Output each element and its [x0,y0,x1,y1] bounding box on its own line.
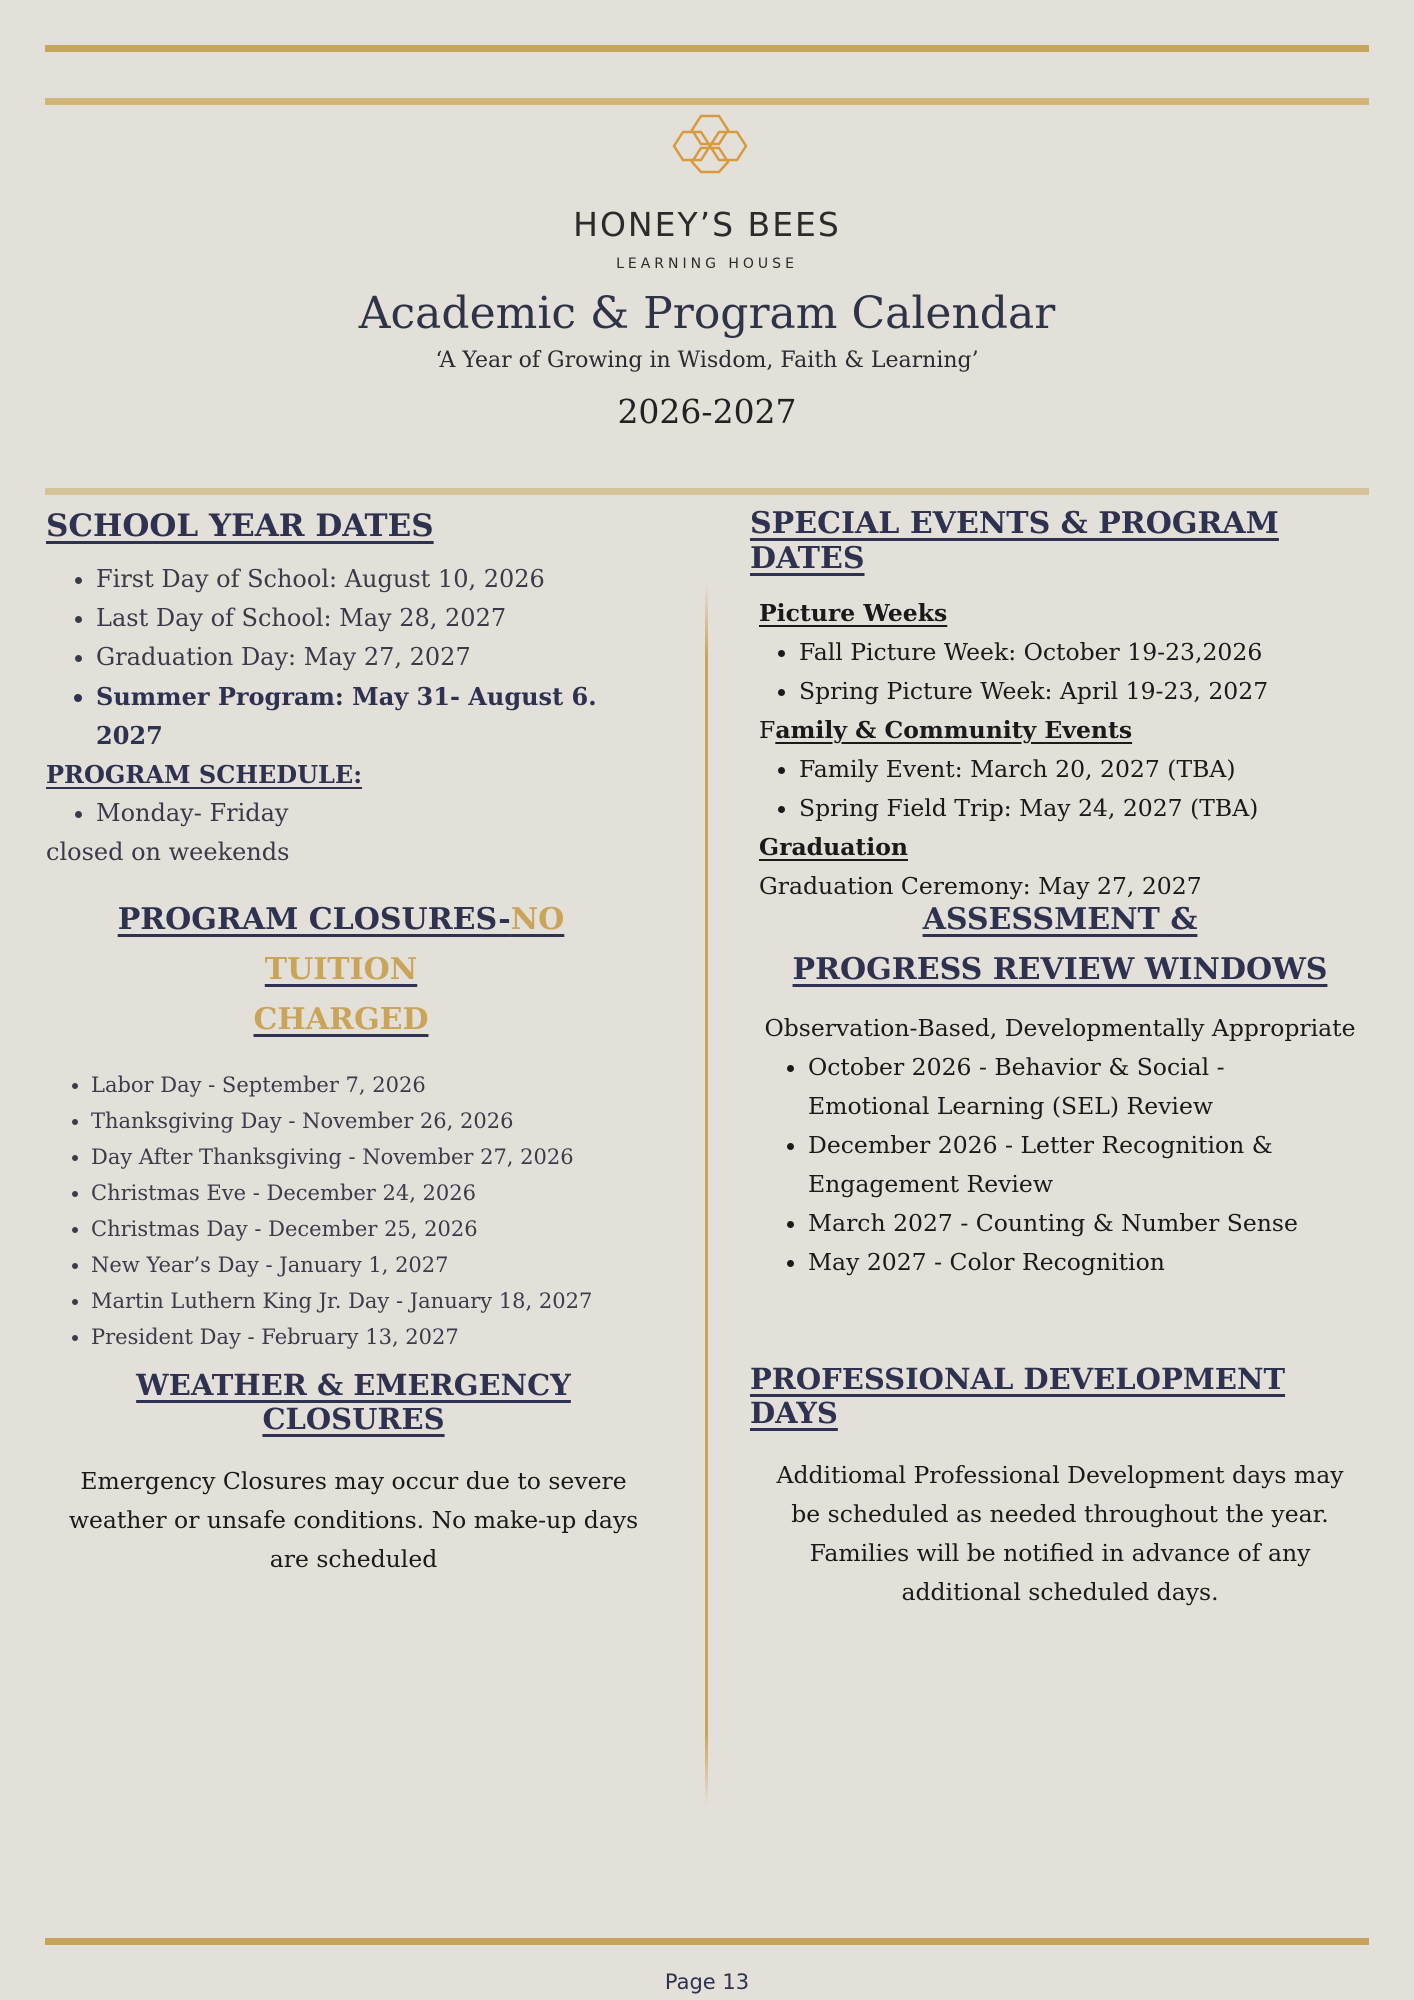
special-events-heading: SPECIAL EVENTS & PROGRAM DATES [750,506,1279,576]
family-events-list [759,750,1370,828]
picture-weeks-heading: Picture Weeks [759,599,948,627]
weather-section [46,1368,661,1579]
list-item: • Family Event: March 20, 2027 (TBA) [799,750,1370,789]
list-item: • Monday- Friday [96,794,666,833]
family-events-heading [759,711,1370,750]
column-divider [705,585,708,1805]
list-item: • December 2026 - Letter Recognition & Engagement Review [808,1126,1350,1204]
special-events-body [750,594,1370,906]
school-year-heading: SCHOOL YEAR DATES [46,508,434,544]
honeycomb-icon [670,112,750,176]
list-item: • Christmas Day - December 25, 2026 [91,1211,636,1247]
list-item: • Christmas Eve - December 24, 2026 [91,1175,636,1211]
assessment-heading-line2: PROGRESS REVIEW WINDOWS [792,952,1328,987]
no-tuition-label: NO TUITION [264,902,565,987]
graduation-heading: Graduation [759,833,908,861]
special-events-section [750,506,1370,906]
list-item: • May 2027 - Color Recognition [808,1243,1350,1282]
list-item: • Last Day of School: May 28, 2027 [96,599,666,638]
list-item: • Spring Field Trip: May 24, 2027 (TBA) [799,789,1370,828]
brand-name: HONEY’S BEES [573,205,841,244]
page-number: Page 13 [664,1970,750,1994]
brand-subtitle: LEARNING HOUSE [616,256,798,272]
closures-heading-part: PROGRAM CLOSURES- [117,902,511,937]
assessment-list [750,1048,1370,1282]
schedule-note: closed on weekends [46,838,290,866]
school-year-section [46,508,666,872]
top-rule-secondary [45,98,1369,105]
program-schedule-list [46,794,666,833]
assessment-subtitle: Observation-Based, Developmentally Appropriate [764,1014,1356,1042]
family-heading-initial: F [759,716,776,744]
section-divider [45,488,1369,495]
top-rule [45,45,1369,52]
closures-list [46,1067,636,1355]
school-year: 2026-2027 [617,392,797,431]
list-item: • Thanksgiving Day - November 26, 2026 [91,1103,636,1139]
weather-heading: WEATHER & EMERGENCY CLOSURES [136,1368,571,1436]
professional-development-text: Additiomal Professional Development days may be scheduled as needed throughout the year. Families will be notified in advance of any additional scheduled days. [776,1461,1344,1606]
professional-development-heading: PROFESSIONAL DEVELOPMENT DAYS [750,1362,1286,1430]
charged-label: CHARGED [253,1002,429,1037]
program-schedule-heading: PROGRAM SCHEDULE: [46,760,363,789]
list-item: • Martin Luthern King Jr. Day - January 18, 2027 [91,1283,636,1319]
tagline: ‘A Year of Growing in Wisdom, Faith & Learning’ [435,348,979,373]
list-item: • Summer Program: May 31- August 6. 2027 [96,677,666,755]
bottom-rule [45,1938,1369,1945]
page-title: Academic & Program Calendar [358,288,1056,339]
list-item: • Day After Thanksgiving - November 27, 2026 [91,1139,636,1175]
list-item: • New Year’s Day - January 1, 2027 [91,1247,636,1283]
list-item: • Labor Day - September 7, 2026 [91,1067,636,1103]
family-heading-rest: amily & Community Events [775,716,1133,744]
assessment-section [750,895,1370,1282]
picture-weeks-list [759,633,1370,711]
graduation-text: Graduation Ceremony: May 27, 2027 [759,872,1202,900]
closures-heading [46,895,636,1045]
weather-text: Emergency Closures may occur due to severe weather or unsafe conditions. No make-up days are scheduled [68,1467,639,1573]
list-item: • First Day of School: August 10, 2026 [96,560,666,599]
list-item: • Graduation Day: May 27, 2027 [96,638,666,677]
list-item: • October 2026 - Behavior & Social - Emotional Learning (SEL) Review [808,1048,1350,1126]
closures-section [46,895,636,1355]
list-item: • President Day - February 13, 2027 [91,1319,636,1355]
assessment-heading [750,895,1370,995]
list-item: • Spring Picture Week: April 19-23, 2027 [799,672,1370,711]
professional-development-section [750,1362,1370,1612]
list-item: • March 2027 - Counting & Number Sense [808,1204,1350,1243]
assessment-heading-line1: ASSESSMENT & [922,902,1198,937]
list-item: • Fall Picture Week: October 19-23,2026 [799,633,1370,672]
school-year-list [46,560,666,755]
